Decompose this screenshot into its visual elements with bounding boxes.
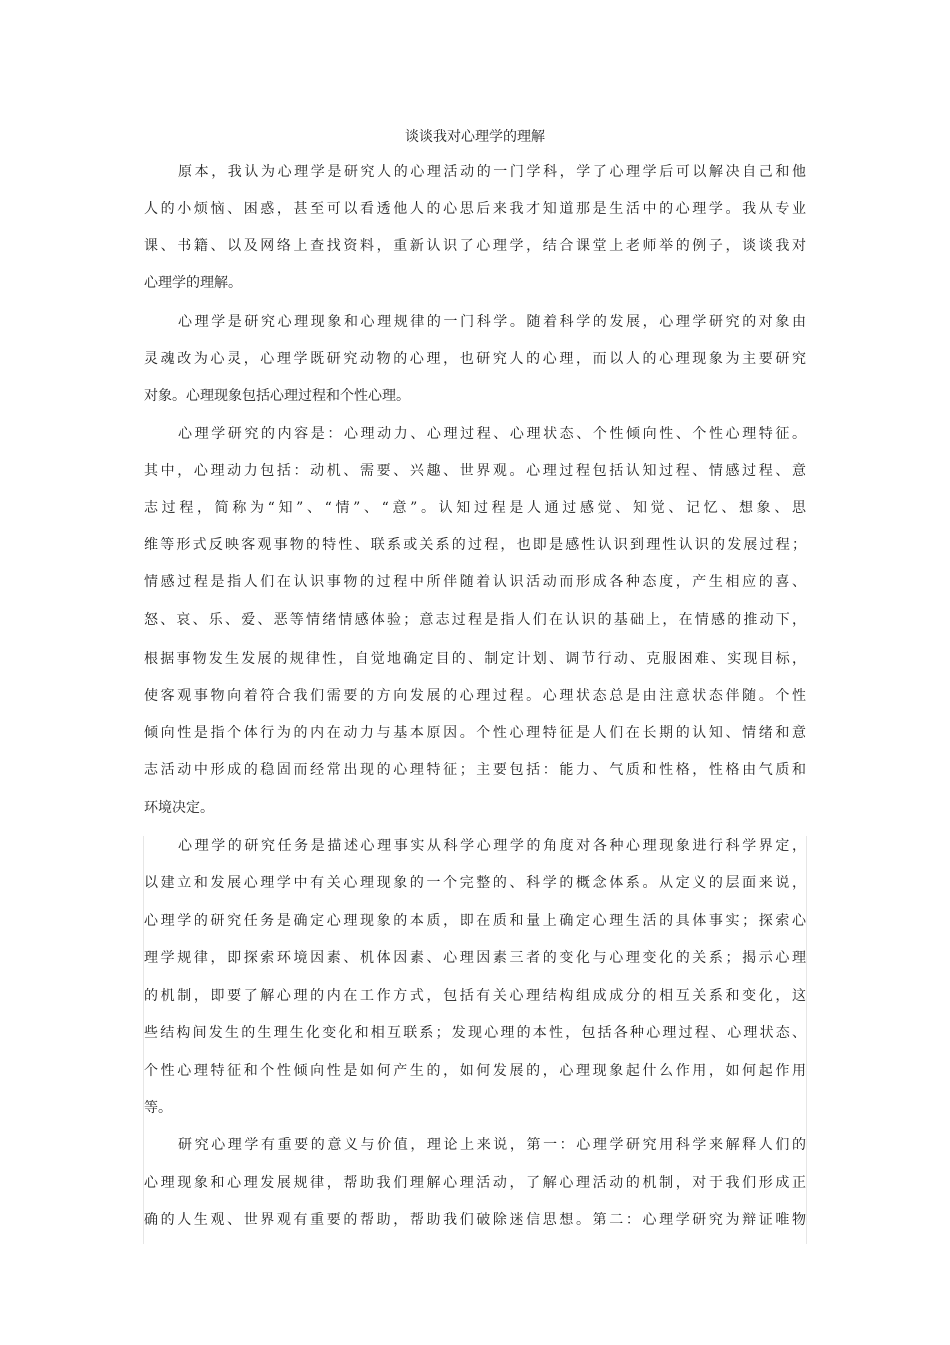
text-line: 个性心理特征和个性倾向性是如何产生的，如何发展的，心理现象起什么作用，如何起作用 [144,1063,806,1079]
text-line: 维等形式反映客观事物的特性、联系或关系的过程，也即是感性认识到理性认识的发展过程； [144,537,806,553]
text-line: 原本，我认为心理学是研究人的心理活动的一门学科，学了心理学后可以解决自己和他 [178,164,806,180]
text-line: 志活动中形成的稳固而经常出现的心理特征；主要包括：能力、气质和性格，性格由气质和 [144,762,806,778]
text-line: 使客观事物向着符合我们需要的方向发展的心理过程。心理状态总是由注意状态伴随。个性 [144,688,806,704]
text-line: 理学规律，即探索环境因素、机体因素、心理因素三者的变化与心理变化的关系；揭示心理 [144,950,806,966]
text-line: 研究心理学有重要的意义与价值，理论上来说，第一：心理学研究用科学来解释人们的 [178,1137,806,1153]
text-line: 课、书籍、以及网络上查找资料，重新认识了心理学，结合课堂上老师举的例子，谈谈我对 [144,238,806,254]
text-line: 些结构间发生的生理生化变化和相互联系；发现心理的本性，包括各种心理过程、心理状态、 [144,1025,806,1041]
text-line: 的机制，即要了解心理的内在工作方式，包括有关心理结构组成成分的相互关系和变化，这 [144,988,806,1004]
text-line: 灵魂改为心灵，心理学既研究动物的心理，也研究人的心理，而以人的心理现象为主要研究 [144,351,806,367]
text-line: 对象。心理现象包括心理过程和个性心理。 [144,388,410,404]
text-line: 志过程，简称为“知”、“情”、“意”。认知过程是人通过感觉、知觉、记忆、想象、思 [144,500,806,516]
right-margin-rule [806,836,807,1244]
text-line: 人的小烦恼、困惑，甚至可以看透他人的心思后来我才知道那是生活中的心理学。我从专业 [144,201,806,217]
text-line: 情感过程是指人们在认识事物的过程中所伴随着认识活动而形成各种态度，产生相应的喜、 [144,574,806,590]
text-line: 倾向性是指个体行为的内在动力与基本原因。个性心理特征是人们在长期的认知、情绪和意 [144,725,806,741]
text-line: 心理现象和心理发展规律，帮助我们理解心理活动，了解心理活动的机制，对于我们形成正 [144,1175,806,1191]
text-line: 心理学的研究任务是确定心理现象的本质，即在质和量上确定心理生活的具体事实；探索心 [144,913,806,929]
text-line: 确的人生观、世界观有重要的帮助，帮助我们破除迷信思想。第二：心理学研究为辩证唯物 [144,1212,806,1228]
text-line: 心理学的研究任务是描述心理事实从科学心理学的角度对各种心理现象进行科学界定， [178,838,806,854]
text-line: 心理学是研究心理现象和心理规律的一门科学。随着科学的发展，心理学研究的对象由 [178,314,806,330]
text-line: 怒、哀、乐、爱、恶等情绪情感体验；意志过程是指人们在认识的基础上，在情感的推动下， [144,612,806,628]
text-line: 等。 [144,1100,172,1116]
text-line: 以建立和发展心理学中有关心理现象的一个完整的、科学的概念体系。从定义的层面来说， [144,875,806,891]
text-line: 其中，心理动力包括：动机、需要、兴趣、世界观。心理过程包括认知过程、情感过程、意 [144,463,806,479]
document-title: 谈谈我对心理学的理解 [405,129,545,145]
text-line: 根据事物发生发展的规律性，自觉地确定目的、制定计划、调节行动、克服困难、实现目标， [144,651,806,667]
text-line: 心理学研究的内容是：心理动力、心理过程、心理状态、个性倾向性、个性心理特征。 [178,426,806,442]
text-line: 环境决定。 [144,800,214,816]
text-line: 心理学的理解。 [144,275,242,291]
